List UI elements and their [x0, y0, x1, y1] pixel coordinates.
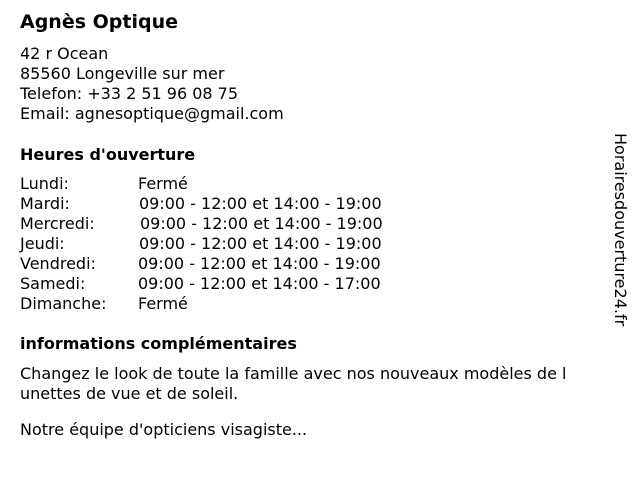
- contact-block: [20, 44, 284, 124]
- email-line: Email: agnesoptique@gmail.com: [20, 104, 284, 123]
- hours-time: Fermé: [138, 294, 188, 313]
- hours-day: Jeudi:: [20, 234, 65, 253]
- additional-info-teaser: Notre équipe d'opticiens visagiste...: [20, 420, 308, 439]
- phone-line: Telefon: +33 2 51 96 08 75: [20, 84, 239, 103]
- watermark-text: Horairesdouverture24.fr: [611, 133, 630, 327]
- address-line-city: 85560 Longeville sur mer: [20, 64, 225, 83]
- additional-info-heading: informations complémentaires: [20, 334, 297, 353]
- info-line: unettes de vue et de soleil.: [20, 384, 239, 403]
- hours-time: 09:00 - 12:00 et 14:00 - 19:00: [138, 254, 381, 273]
- business-name: Agnès Optique: [20, 11, 179, 33]
- hours-time: 09:00 - 12:00 et 14:00 - 19:00: [139, 194, 382, 213]
- additional-info-paragraph: [20, 364, 620, 404]
- hours-day: Dimanche:: [20, 294, 107, 313]
- opening-hours-heading: Heures d'ouverture: [20, 145, 196, 164]
- hours-day: Lundi:: [20, 174, 69, 193]
- address-line-street: 42 r Ocean: [20, 44, 109, 63]
- hours-time: 09:00 - 12:00 et 14:00 - 19:00: [139, 234, 382, 253]
- hours-day: Mardi:: [20, 194, 70, 213]
- hours-day: Vendredi:: [20, 254, 96, 273]
- hours-time: Fermé: [138, 174, 188, 193]
- hours-time: 09:00 - 12:00 et 14:00 - 19:00: [140, 214, 383, 233]
- hours-day: Samedi:: [20, 274, 86, 293]
- hours-time: 09:00 - 12:00 et 14:00 - 17:00: [138, 274, 381, 293]
- hours-day: Mercredi:: [20, 214, 95, 233]
- site-watermark: [612, 133, 632, 343]
- info-line: Changez le look de toute la famille avec nos nouveaux modèles de l: [20, 364, 567, 383]
